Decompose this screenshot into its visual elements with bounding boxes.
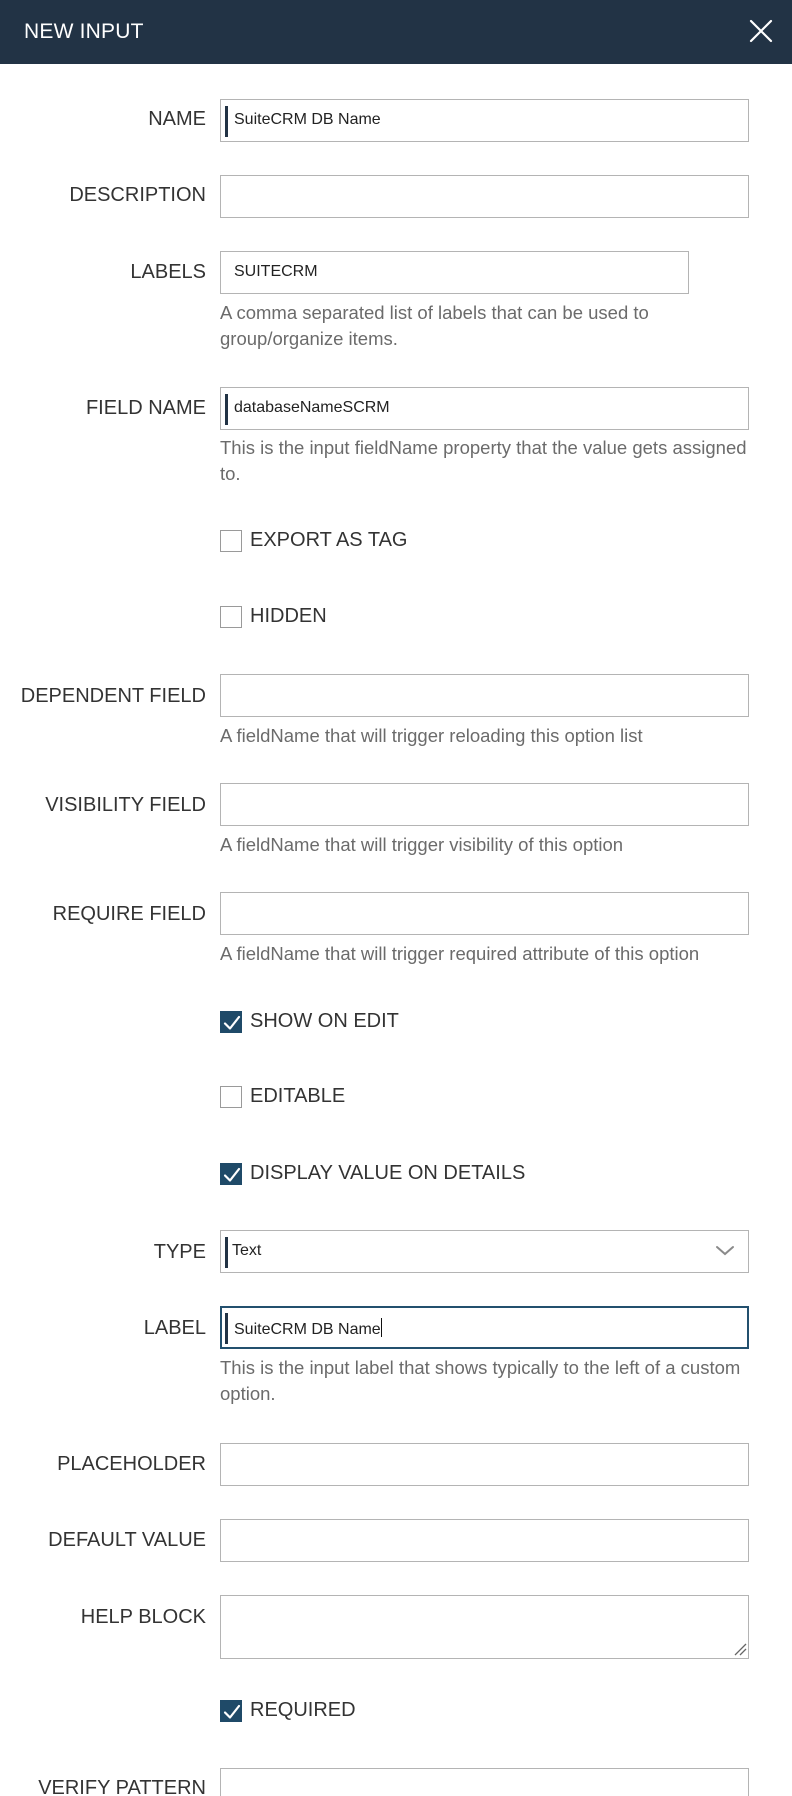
text-caret [381, 1318, 383, 1337]
type-select[interactable] [220, 1230, 749, 1273]
checkbox-box[interactable] [220, 1011, 242, 1033]
field-name-value: databaseNameSCRM [234, 399, 390, 416]
type-label: TYPE [153, 1241, 206, 1263]
show-on-edit-label: SHOW ON EDIT [250, 1010, 399, 1032]
chevron-down-icon [715, 1245, 735, 1257]
visibility-field-input[interactable] [220, 783, 749, 826]
required-label: REQUIRED [250, 1699, 356, 1721]
field-name-label: FIELD NAME [85, 397, 206, 419]
modal-title: NEW INPUT [24, 20, 144, 43]
hidden-label: HIDDEN [250, 605, 327, 627]
label-help-text: This is the input label that shows typically to the left of a custom option. [220, 1357, 741, 1404]
visibility-field-label: VISIBILITY FIELD [45, 794, 206, 816]
checkbox-box[interactable] [220, 530, 242, 552]
checkmark-icon [223, 1014, 241, 1032]
checkbox-box[interactable] [220, 606, 242, 628]
checkbox-box[interactable] [220, 1700, 242, 1722]
editable-label: EDITABLE [250, 1085, 346, 1107]
placeholder-label: PLACEHOLDER [57, 1453, 206, 1475]
close-icon[interactable] [748, 18, 774, 44]
field-name-help-text: This is the input fieldName property that the value gets assigned to. [220, 437, 747, 484]
modal-header [0, 0, 792, 64]
verify-pattern-input[interactable] [220, 1768, 749, 1796]
dependent-field-input[interactable] [220, 674, 749, 717]
checkmark-icon [223, 1703, 241, 1721]
field-name-input[interactable] [220, 387, 749, 430]
input-focus-bar [225, 1313, 228, 1344]
type-selected-value: Text [232, 1242, 262, 1259]
resize-handle-icon[interactable] [731, 1640, 747, 1656]
name-input[interactable] [220, 99, 749, 142]
input-focus-bar [225, 394, 228, 425]
default-value-input[interactable] [220, 1519, 749, 1562]
labels-input[interactable] [220, 251, 689, 294]
checkbox-box[interactable] [220, 1163, 242, 1185]
export-as-tag-label: EXPORT AS TAG [250, 529, 408, 551]
description-label: DESCRIPTION [69, 184, 206, 206]
help-block-label: HELP BLOCK [80, 1606, 206, 1628]
require-field-input[interactable] [220, 892, 749, 935]
label-value-wrap [234, 1318, 382, 1339]
default-value-label: DEFAULT VALUE [48, 1529, 206, 1551]
display-value-on-details-label: DISPLAY VALUE ON DETAILS [250, 1162, 526, 1184]
labels-help-text: A comma separated list of labels that can be used to group/organize items. [220, 302, 649, 349]
label-input[interactable] [220, 1306, 749, 1349]
label-value: SuiteCRM DB Name [234, 1321, 381, 1338]
placeholder-input[interactable] [220, 1443, 749, 1486]
label-label: LABEL [143, 1317, 206, 1339]
require-field-help-text: A fieldName that will trigger required attribute of this option [220, 943, 700, 964]
checkbox-box[interactable] [220, 1086, 242, 1108]
dependent-field-label: DEPENDENT FIELD [20, 685, 206, 707]
help-block-textarea[interactable] [220, 1595, 749, 1659]
labels-label: LABELS [130, 261, 206, 283]
input-focus-bar [225, 1237, 228, 1268]
verify-pattern-label: VERIFY PATTERN [38, 1777, 206, 1796]
name-label: NAME [148, 108, 206, 130]
name-value: SuiteCRM DB Name [234, 111, 381, 128]
dependent-field-help-text: A fieldName that will trigger reloading this option list [220, 725, 643, 746]
checkmark-icon [223, 1166, 241, 1184]
labels-value: SUITECRM [234, 263, 318, 280]
description-input[interactable] [220, 175, 749, 218]
require-field-label: REQUIRE FIELD [52, 903, 206, 925]
input-focus-bar [225, 106, 228, 137]
visibility-field-help-text: A fieldName that will trigger visibility of this option [220, 834, 624, 855]
